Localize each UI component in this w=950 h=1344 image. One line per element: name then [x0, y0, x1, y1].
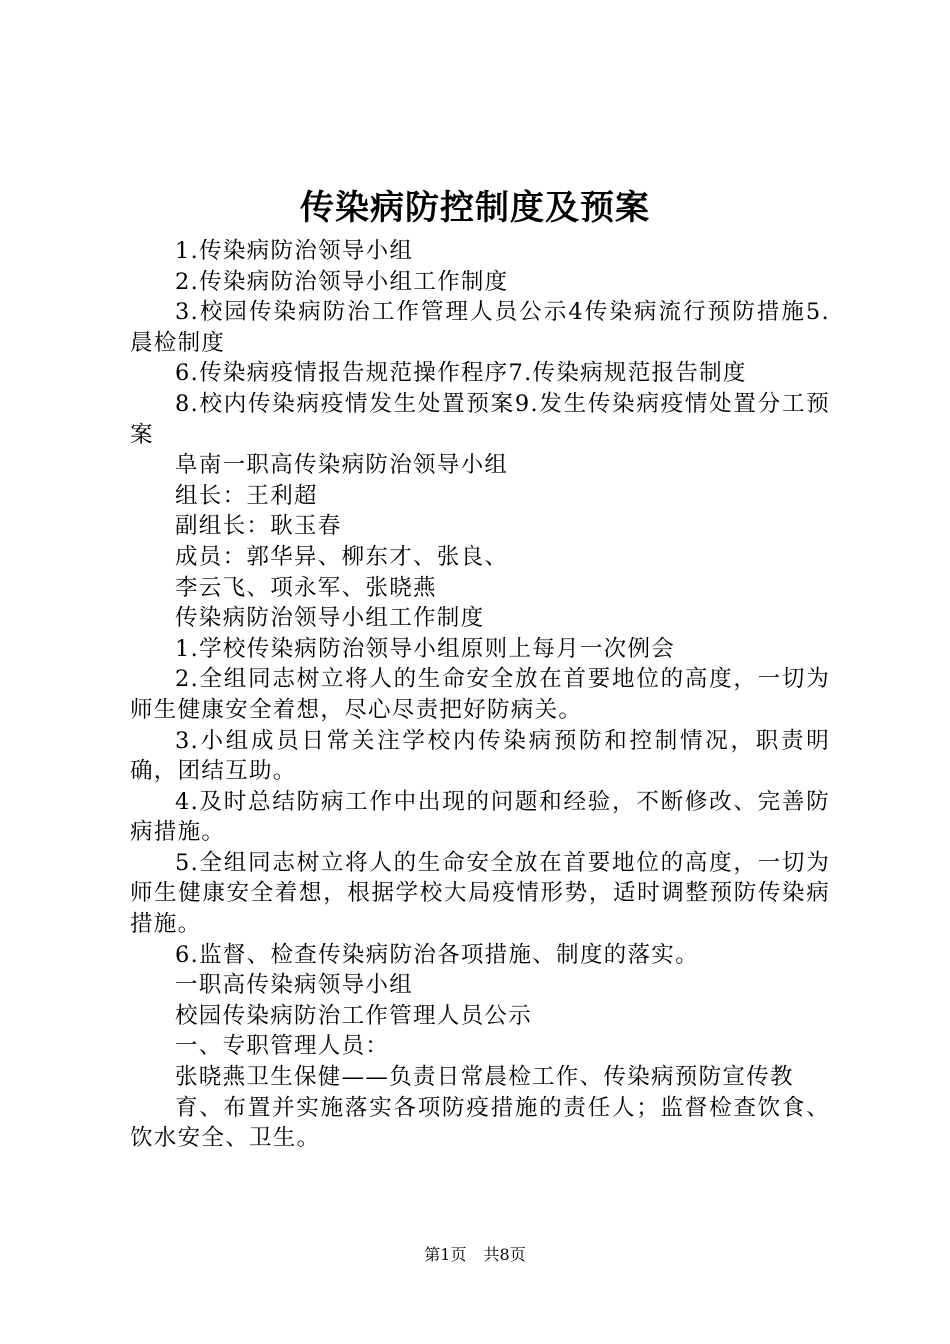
paragraph: 张晓燕卫生保健——负责日常晨检工作、传染病预防宣传教 — [175, 1064, 794, 1091]
paragraph: 3.小组成员日常关注学校内传染病预防和控制情况，职责明确，团结互助。 — [130, 727, 830, 785]
paragraph: 李云飞、项永军、张晓燕 — [175, 574, 437, 601]
paragraph: 阜南一职高传染病防治领导小组 — [175, 452, 509, 479]
paragraph: 成员：郭华异、柳东才、张良、 — [175, 543, 509, 570]
paragraph: 5.全组同志树立将人的生命安全放在首要地位的高度，一切为师生健康安全着想，根据学校大局疫情形势，适时调整预防传染病措施。 — [130, 849, 830, 938]
paragraph: 1.学校传染病防治领导小组原则上每月一次例会 — [175, 635, 676, 662]
paragraph: 2.全组同志树立将人的生命安全放在首要地位的高度，一切为师生健康安全着想，尽心尽责把好防病关。 — [130, 666, 830, 723]
paragraph: 校园传染病防治工作管理人员公示 — [175, 1002, 533, 1029]
paragraph: 传染病防治领导小组工作制度 — [175, 605, 485, 632]
paragraph: 8.校内传染病疫情发生处置预案9.发生传染病疫情处置分工预案 — [130, 390, 830, 448]
paragraph: 一、专职管理人员： — [175, 1033, 390, 1060]
page-footer — [0, 1244, 950, 1266]
paragraph: 4.及时总结防病工作中出现的问题和经验，不断修改、完善防病措施。 — [130, 788, 830, 846]
paragraph: 2.传染病防治领导小组工作制度 — [175, 268, 509, 295]
paragraph: 6.监督、检查传染病防治各项措施、制度的落实。 — [175, 941, 699, 968]
paragraph: 育、布置并实施落实各项防疫措施的责任人；监督检查饮食、饮水安全、卫生。 — [130, 1094, 830, 1152]
paragraph: 一职高传染病领导小组 — [175, 972, 414, 999]
paragraph: 3.校园传染病防治工作管理人员公示4传染病流行预防措施5.晨检制度 — [130, 299, 830, 356]
paragraph: 1.传染病防治领导小组 — [175, 238, 414, 264]
page-total: 共8页 — [483, 1245, 526, 1264]
page-number: 第1页 — [424, 1245, 467, 1264]
document-body — [130, 236, 830, 1154]
paragraph: 组长：王利超 — [175, 482, 318, 509]
paragraph: 6.传染病疫情报告规范操作程序7.传染病规范报告制度 — [175, 360, 747, 387]
document-title: 传染病防控制度及预案 — [300, 188, 650, 228]
paragraph: 副组长：耿玉春 — [175, 513, 342, 540]
